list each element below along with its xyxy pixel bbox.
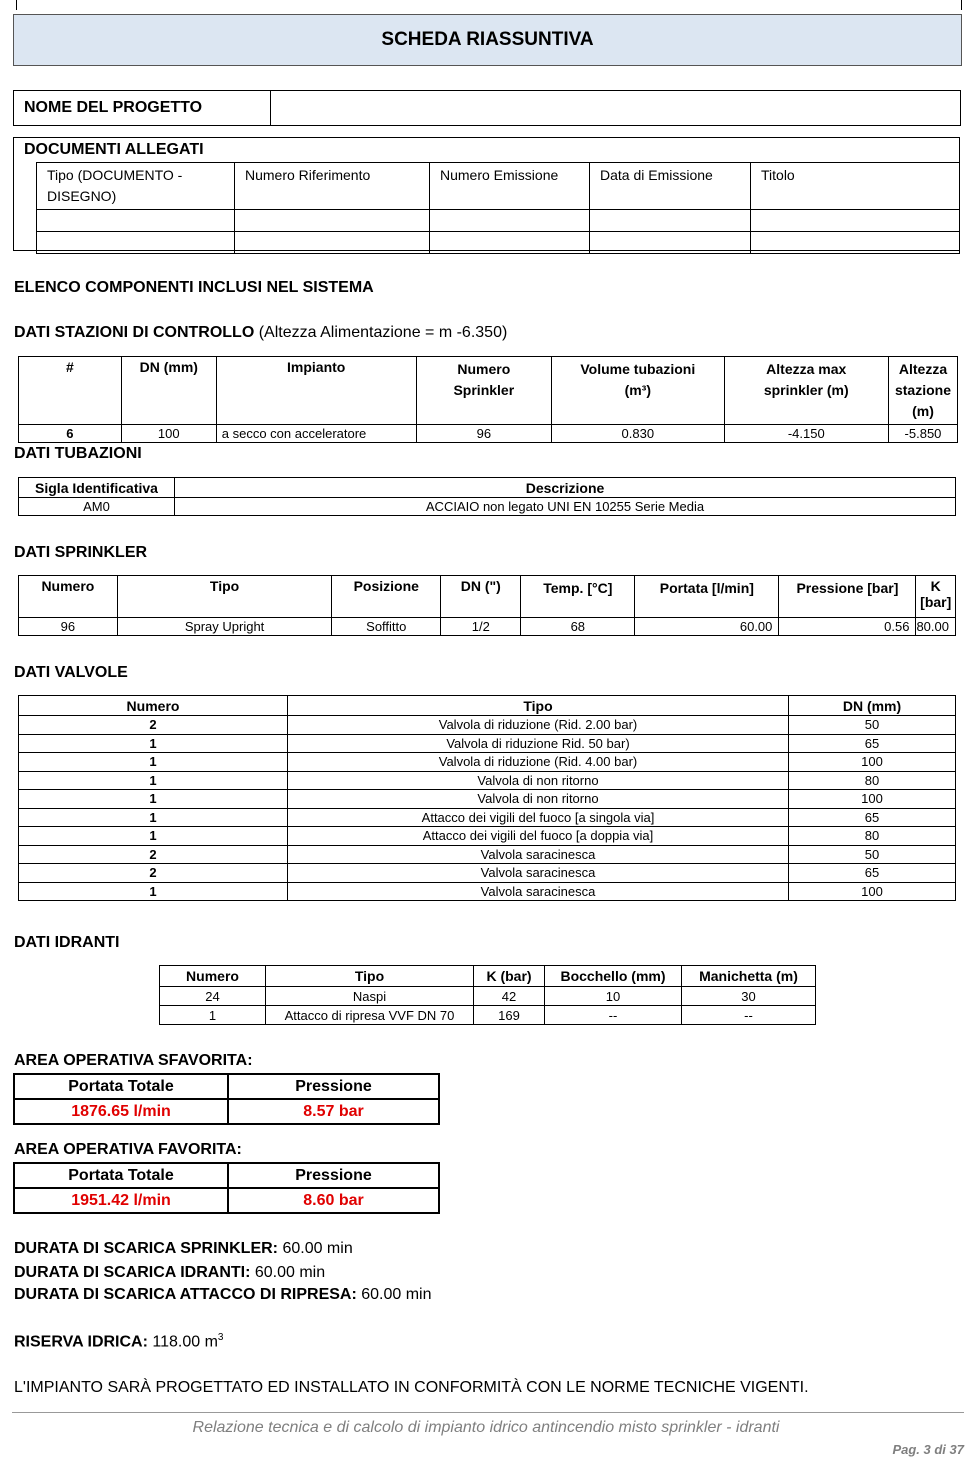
doc-cell xyxy=(235,232,430,254)
doc-cell xyxy=(751,210,960,232)
valves-cell: 1 xyxy=(19,808,288,827)
reserve-value: 118.00 m xyxy=(147,1333,218,1351)
stations-header: Volume tubazioni (m³) xyxy=(552,357,724,425)
hydrants-header: Manichetta (m) xyxy=(682,966,816,987)
stations-heading xyxy=(14,324,507,342)
valves-cell: Valvola di riduzione Rid. 50 bar) xyxy=(288,734,789,753)
duration-label: DURATA DI SCARICA ATTACCO DI RIPRESA: xyxy=(14,1286,357,1303)
valves-row xyxy=(19,753,956,772)
valves-cell: 65 xyxy=(789,734,956,753)
valves-cell: 50 xyxy=(789,716,956,735)
doc-cell xyxy=(235,210,430,232)
valves-cell: 1 xyxy=(19,771,288,790)
valves-row xyxy=(19,845,956,864)
valves-cell: 1 xyxy=(19,753,288,772)
stations-note: (Altezza Alimentazione = m -6.350) xyxy=(254,324,508,341)
area-unfav-flow: 1876.65 l/min xyxy=(14,1099,228,1124)
valves-cell: 100 xyxy=(789,882,956,901)
footer-page: Pag. 3 di 37 xyxy=(892,1442,964,1457)
valves-row xyxy=(19,864,956,883)
valves-cell: 2 xyxy=(19,845,288,864)
sprinklers-cell: 1/2 xyxy=(441,618,521,636)
pipes-header: Descrizione xyxy=(175,478,956,498)
duration-label: DURATA DI SCARICA SPRINKLER: xyxy=(14,1240,278,1257)
sprinklers-table xyxy=(18,575,956,636)
stations-table xyxy=(18,356,958,443)
sprinklers-header: K [bar] xyxy=(916,576,956,618)
hydrants-cell: 169 xyxy=(474,1006,545,1025)
doc-cell xyxy=(37,210,235,232)
area-fav-h2: Pressione xyxy=(228,1163,439,1188)
valves-row xyxy=(19,827,956,846)
duration-hydrants xyxy=(14,1264,325,1282)
valves-cell: 65 xyxy=(789,808,956,827)
duration-attack xyxy=(14,1286,432,1304)
hydrants-cell: -- xyxy=(545,1006,682,1025)
duration-sprinkler xyxy=(14,1240,353,1258)
doc-header-title: Titolo xyxy=(751,163,960,210)
sprinklers-heading: DATI SPRINKLER xyxy=(14,544,148,561)
sprinklers-header: Tipo xyxy=(117,576,332,618)
project-value xyxy=(271,91,961,126)
stations-cell: 6 xyxy=(19,425,122,443)
duration-value: 60.00 min xyxy=(356,1286,432,1303)
valves-cell: Valvola saracinesca xyxy=(288,864,789,883)
valves-heading: DATI VALVOLE xyxy=(14,664,128,681)
doc-cell xyxy=(430,210,590,232)
valves-cell: 80 xyxy=(789,827,956,846)
hydrants-header: Tipo xyxy=(266,966,474,987)
valves-cell: Attacco dei vigili del fuoco [a doppia via] xyxy=(288,827,789,846)
valves-row xyxy=(19,882,956,901)
hydrants-cell: Naspi xyxy=(266,987,474,1006)
documents-box xyxy=(13,137,960,251)
sprinklers-header: Temp. [°C] xyxy=(521,576,635,618)
hydrants-heading: DATI IDRANTI xyxy=(14,934,120,951)
duration-value: 60.00 min xyxy=(250,1264,326,1281)
doc-cell xyxy=(37,232,235,254)
sprinklers-header: Posizione xyxy=(332,576,441,618)
doc-header-emission: Numero Emissione xyxy=(430,163,590,210)
water-reserve xyxy=(14,1332,223,1351)
footer-rule xyxy=(12,1412,964,1413)
stations-cell: a secco con acceleratore xyxy=(216,425,416,443)
documents-heading: DOCUMENTI ALLEGATI xyxy=(24,141,204,158)
hydrants-cell: -- xyxy=(682,1006,816,1025)
reserve-sup: 3 xyxy=(217,1332,224,1343)
valves-row xyxy=(19,790,956,809)
stations-header: Altezza max sprinkler (m) xyxy=(724,357,888,425)
area-unfav-heading: AREA OPERATIVA SFAVORITA: xyxy=(14,1052,253,1069)
valves-cell: Valvola di riduzione (Rid. 2.00 bar) xyxy=(288,716,789,735)
top-rule xyxy=(16,0,962,10)
valves-table xyxy=(18,695,956,901)
components-heading: ELENCO COMPONENTI INCLUSI NEL SISTEMA xyxy=(14,279,374,296)
valves-cell: 80 xyxy=(789,771,956,790)
area-fav-heading: AREA OPERATIVA FAVORITA: xyxy=(14,1141,242,1158)
sprinklers-cell: Soffitto xyxy=(332,618,441,636)
valves-header: DN (mm) xyxy=(789,696,956,716)
page-title xyxy=(13,14,962,66)
reserve-label: RISERVA IDRICA: xyxy=(14,1333,148,1351)
project-label: NOME DEL PROGETTO xyxy=(14,91,271,126)
stations-cell: -4.150 xyxy=(724,425,888,443)
stations-cell: 100 xyxy=(121,425,216,443)
area-unfav-h1: Portata Totale xyxy=(14,1074,228,1099)
page-title-text: SCHEDA RIASSUNTIVA xyxy=(381,29,594,50)
doc-cell xyxy=(590,232,751,254)
hydrants-cell: Attacco di ripresa VVF DN 70 xyxy=(266,1006,474,1025)
doc-cell xyxy=(590,210,751,232)
valves-cell: 100 xyxy=(789,790,956,809)
valves-cell: Attacco dei vigili del fuoco [a singola via] xyxy=(288,808,789,827)
valves-cell: 1 xyxy=(19,882,288,901)
pipes-cell: AM0 xyxy=(19,498,175,516)
area-unfav-pressure: 8.57 bar xyxy=(228,1099,439,1124)
doc-header-type: Tipo (DOCUMENTO - DISEGNO) xyxy=(37,163,235,210)
sprinklers-cell: 80.00 xyxy=(916,618,956,636)
hydrants-row xyxy=(160,1006,816,1025)
hydrants-header: Numero xyxy=(160,966,266,987)
hydrants-cell: 24 xyxy=(160,987,266,1006)
sprinklers-cell: 0.56 xyxy=(779,618,916,636)
valves-row xyxy=(19,716,956,735)
stations-header: # xyxy=(19,357,122,425)
hydrants-header: K (bar) xyxy=(474,966,545,987)
valves-row xyxy=(19,808,956,827)
sprinklers-header: Pressione [bar] xyxy=(779,576,916,618)
hydrants-cell: 1 xyxy=(160,1006,266,1025)
sprinklers-header: Numero xyxy=(19,576,118,618)
valves-cell: 1 xyxy=(19,827,288,846)
duration-label: DURATA DI SCARICA IDRANTI: xyxy=(14,1264,251,1281)
sprinklers-header: DN (") xyxy=(441,576,521,618)
valves-cell: 1 xyxy=(19,790,288,809)
doc-cell xyxy=(751,232,960,254)
pipes-table xyxy=(18,477,956,516)
valves-row xyxy=(19,734,956,753)
stations-cell: 0.830 xyxy=(552,425,724,443)
doc-header-date: Data di Emissione xyxy=(590,163,751,210)
sprinklers-cell: 96 xyxy=(19,618,118,636)
valves-cell: 50 xyxy=(789,845,956,864)
valves-cell: Valvola saracinesca xyxy=(288,845,789,864)
valves-cell: 2 xyxy=(19,864,288,883)
project-table xyxy=(13,90,961,126)
area-fav-table xyxy=(13,1162,440,1214)
hydrants-header: Bocchello (mm) xyxy=(545,966,682,987)
sprinklers-header: Portata [l/min] xyxy=(635,576,779,618)
valves-cell: 65 xyxy=(789,864,956,883)
documents-table xyxy=(36,162,960,254)
valves-header: Tipo xyxy=(288,696,789,716)
doc-header-ref: Numero Riferimento xyxy=(235,163,430,210)
stations-header: Numero Sprinkler xyxy=(416,357,551,425)
stations-cell: 96 xyxy=(416,425,551,443)
area-fav-pressure: 8.60 bar xyxy=(228,1188,439,1213)
hydrants-row xyxy=(160,987,816,1006)
pipes-header: Sigla Identificativa xyxy=(19,478,175,498)
valves-cell: Valvola saracinesca xyxy=(288,882,789,901)
valves-cell: 100 xyxy=(789,753,956,772)
sprinklers-cell: 60.00 xyxy=(635,618,779,636)
hydrants-table xyxy=(159,965,816,1025)
hydrants-cell: 30 xyxy=(682,987,816,1006)
stations-header: DN (mm) xyxy=(121,357,216,425)
valves-cell: Valvola di non ritorno xyxy=(288,771,789,790)
hydrants-cell: 10 xyxy=(545,987,682,1006)
valves-cell: 1 xyxy=(19,734,288,753)
hydrants-cell: 42 xyxy=(474,987,545,1006)
conformity-statement: L'IMPIANTO SARÀ PROGETTATO ED INSTALLATO IN CONFORMITÀ CON LE NORME TECNICHE VIGENTI. xyxy=(14,1379,809,1396)
stations-heading-text: DATI STAZIONI DI CONTROLLO xyxy=(14,324,255,341)
valves-header: Numero xyxy=(19,696,288,716)
area-unfav-table xyxy=(13,1073,440,1125)
doc-cell xyxy=(430,232,590,254)
duration-value: 60.00 min xyxy=(278,1240,353,1257)
valves-cell: 2 xyxy=(19,716,288,735)
area-fav-flow: 1951.42 l/min xyxy=(14,1188,228,1213)
sprinklers-cell: 68 xyxy=(521,618,635,636)
valves-cell: Valvola di non ritorno xyxy=(288,790,789,809)
sprinklers-cell: Spray Upright xyxy=(117,618,332,636)
valves-cell: Valvola di riduzione (Rid. 4.00 bar) xyxy=(288,753,789,772)
footer-title: Relazione tecnica e di calcolo di impianto idrico antincendio misto sprinkler - idranti xyxy=(192,1419,780,1436)
pipes-heading: DATI TUBAZIONI xyxy=(14,445,142,462)
stations-header: Impianto xyxy=(216,357,416,425)
stations-header: Altezza stazione (m) xyxy=(888,357,957,425)
area-fav-h1: Portata Totale xyxy=(14,1163,228,1188)
valves-row xyxy=(19,771,956,790)
area-unfav-h2: Pressione xyxy=(228,1074,439,1099)
pipes-cell: ACCIAIO non legato UNI EN 10255 Serie Media xyxy=(175,498,956,516)
stations-cell: -5.850 xyxy=(888,425,957,443)
